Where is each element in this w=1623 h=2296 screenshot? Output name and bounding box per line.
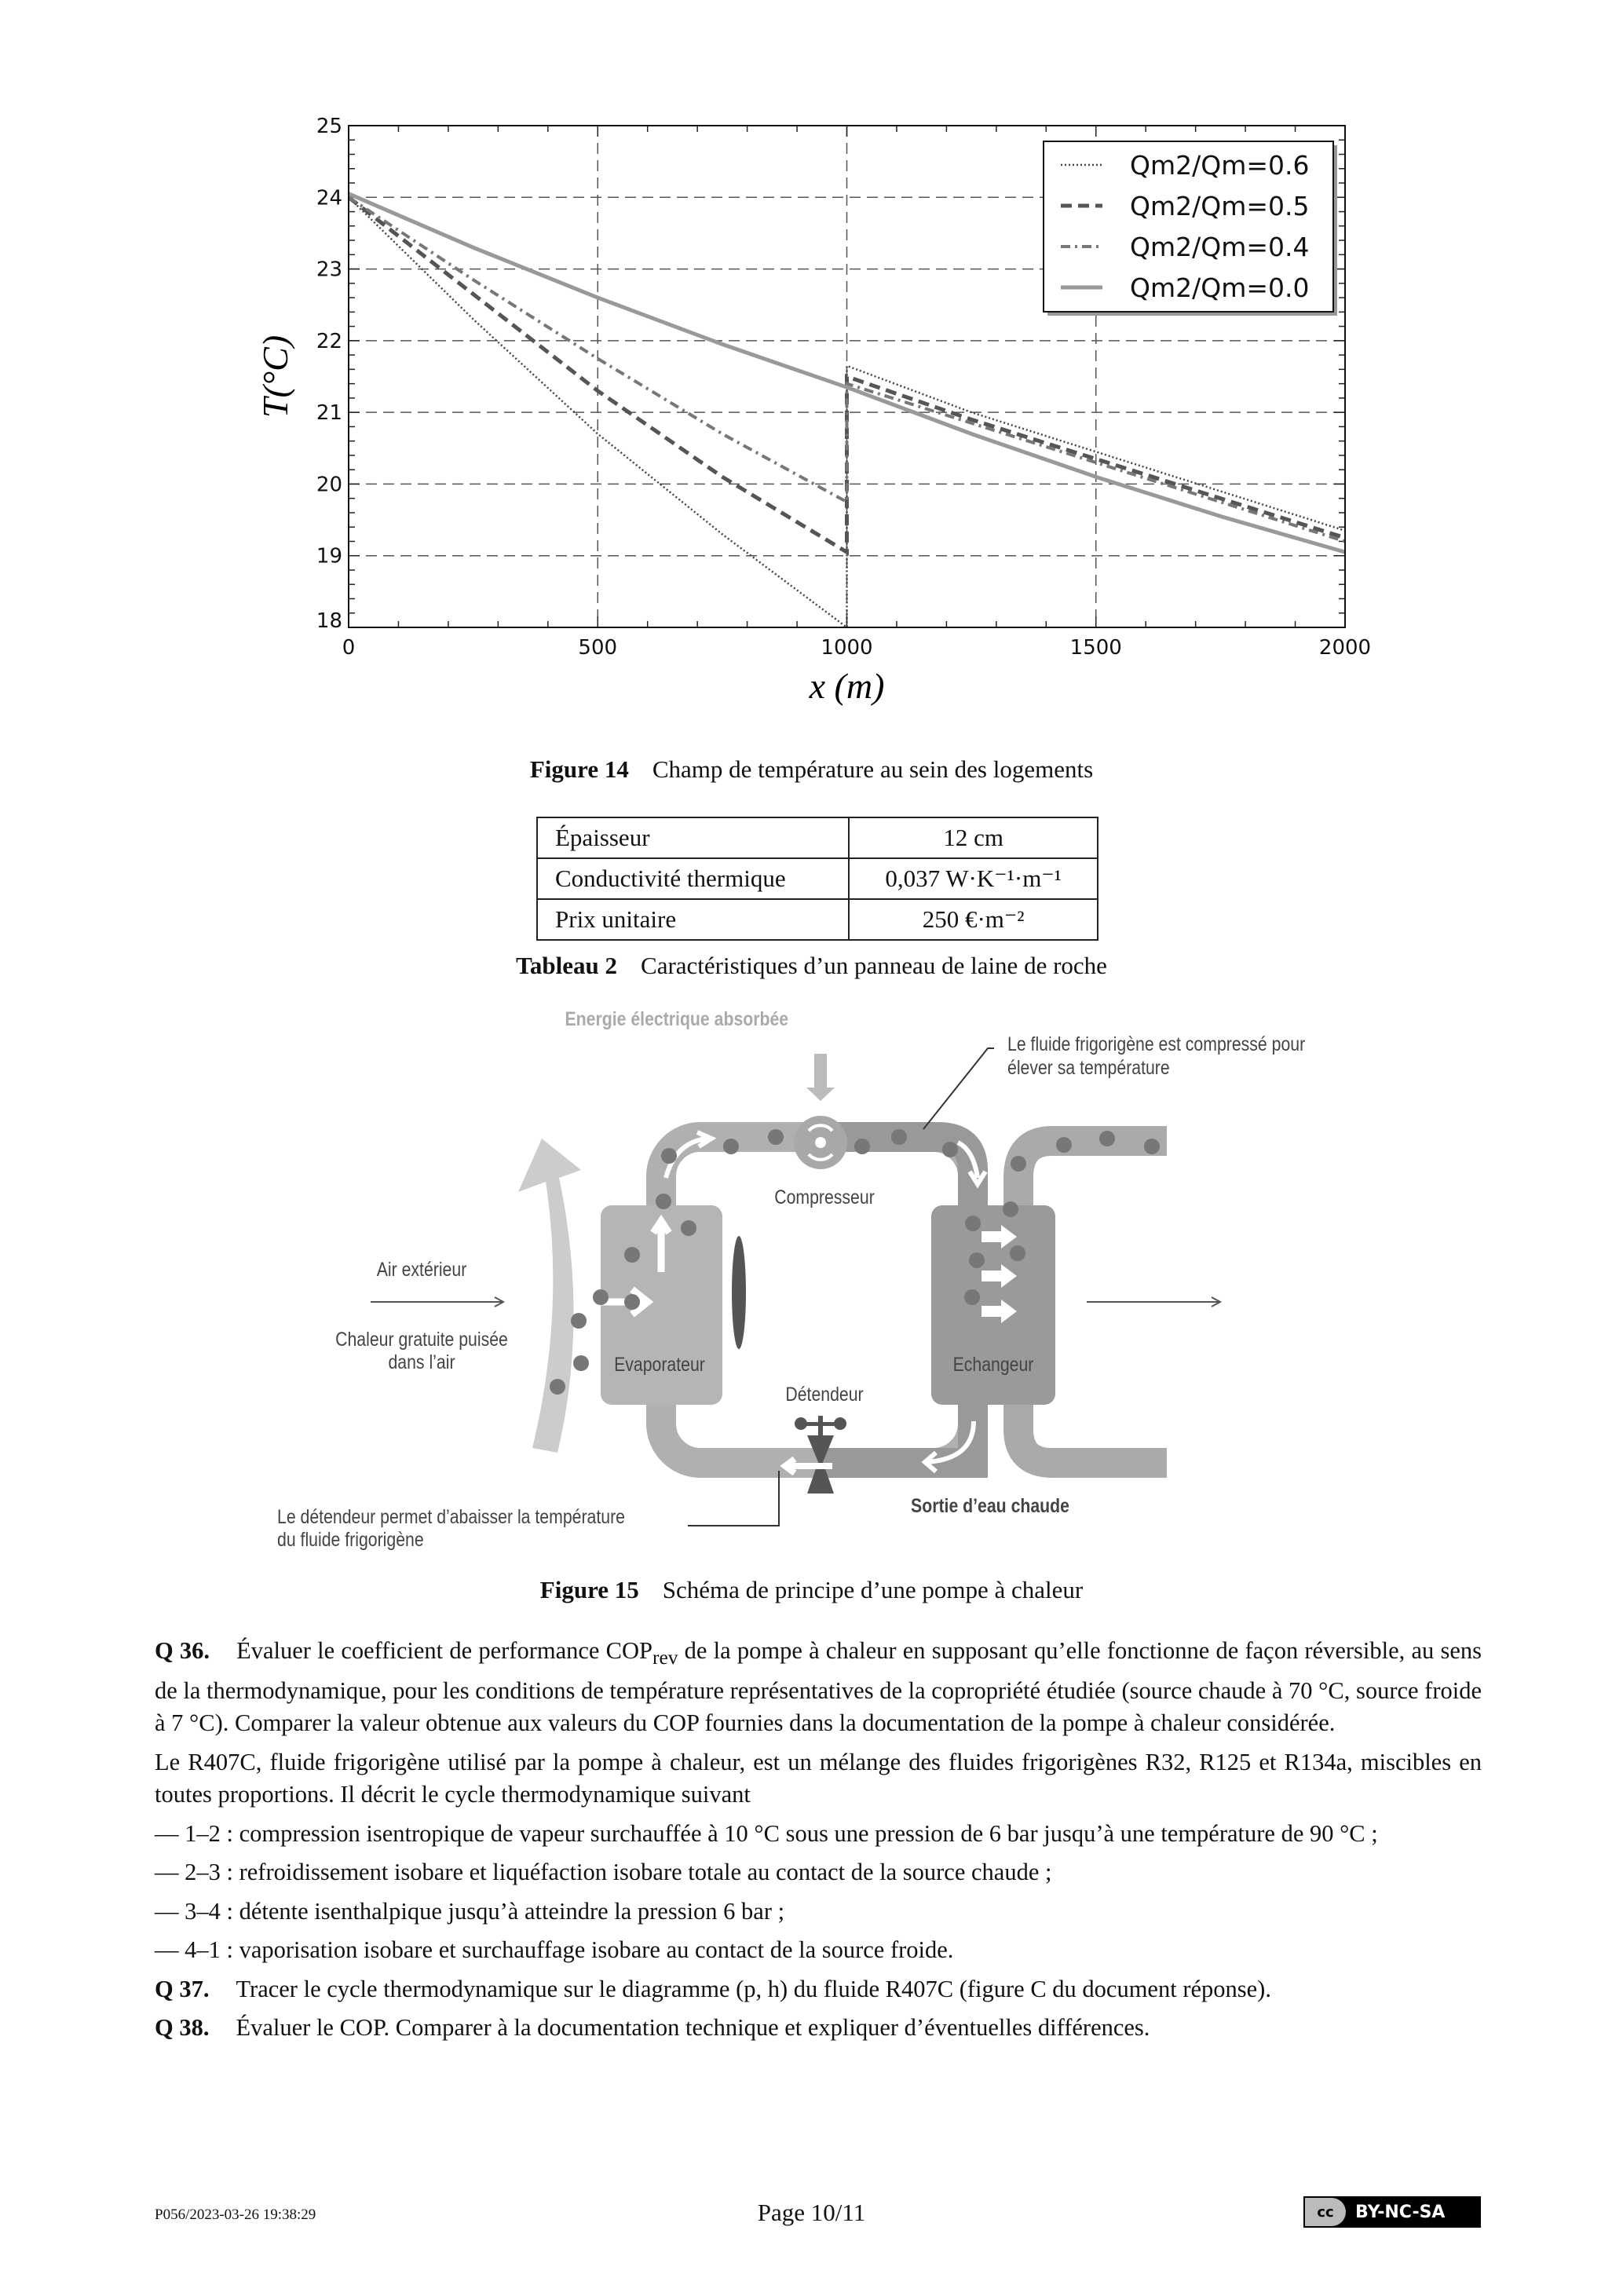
cycle-step: — 2–3 : refroidissement isobare et liquéfaction isobare totale au contact de la source chaude ;: [155, 1856, 1482, 1889]
free-heat-label-line1: Chaleur gratuite puisée: [335, 1329, 508, 1351]
hot-water-label: Sortie d’eau chaude: [911, 1495, 1069, 1517]
y-tick-label: 21: [316, 401, 342, 426]
table2-caption-text: Caractéristiques d’un panneau de laine de roche: [641, 952, 1107, 979]
legend-entry: Qm2/Qm=0.6: [1130, 150, 1310, 181]
energy-label: Energie électrique absorbée: [565, 1008, 789, 1030]
table-cell: 250 €·m⁻²: [849, 899, 1098, 940]
figure15-caption: [0, 1576, 1623, 1604]
table2-caption: [0, 952, 1623, 980]
compressed-label-line1: Le fluide frigorigène est compressé pour: [1007, 1033, 1306, 1055]
figure14-caption-text: Champ de température au sein des logements: [652, 755, 1094, 783]
questions-text: [155, 1635, 1482, 2051]
temperature-chart: [0, 0, 1623, 754]
y-tick-label: 19: [316, 544, 342, 569]
heat-pump-diagram: [236, 982, 1413, 1570]
figure14-label: Figure 14: [529, 755, 629, 783]
q37-text: Tracer le cycle thermodynamique sur le diagramme (p, h) du fluide R407C (figure C du document réponse).: [236, 1975, 1271, 2002]
y-tick-label: 23: [316, 258, 342, 282]
table-cell: 0,037 W·K⁻¹·m⁻¹: [849, 858, 1098, 899]
x-tick-label: 0: [342, 636, 356, 660]
y-tick-label: 18: [316, 609, 342, 633]
table-row: [537, 899, 1098, 940]
document-id: P056/2023-03-26 19:38:29: [155, 2206, 316, 2223]
table-cell: Prix unitaire: [537, 899, 849, 940]
license-text: BY-NC-SA: [1355, 2202, 1446, 2222]
compressor-label: Compresseur: [774, 1186, 875, 1208]
page-number: Page 10/11: [757, 2199, 866, 2226]
figure15-caption-text: Schéma de principe d’une pompe à chaleur: [662, 1576, 1084, 1603]
q38-label: Q 38.: [155, 2014, 210, 2042]
y-tick-label: 20: [316, 473, 342, 497]
rock-wool-table: [536, 817, 1098, 941]
table-cell: 12 cm: [849, 817, 1098, 858]
q36-label: Q 36.: [155, 1637, 210, 1664]
valve-note-line2: du fluide frigorigène: [277, 1529, 424, 1551]
q36-text-rest: de la pompe à chaleur en supposant qu’elle fonctionne de façon réversible, au sens de la thermodynamique, pour les conditions de température représentatives de la copropriété étudiée (source chaude à 70 °C, source froide à 7 °C). Comparer la valeur obtenue aux valeurs du COP fournies dans la documentation de la pompe à chaleur considérée.: [155, 1637, 1482, 1737]
air-flow-arrow: [518, 1139, 581, 1453]
figure15-label: Figure 15: [539, 1576, 639, 1603]
cycle-step: — 3–4 : détente isenthalpique jusqu’à atteindre la pression 6 bar ;: [155, 1896, 1482, 1929]
cycle-steps: [155, 1818, 1482, 1967]
energy-arrow-icon: [806, 1054, 835, 1101]
license-badge: [1303, 2196, 1481, 2228]
x-tick-label: 500: [578, 636, 618, 660]
table-row: [537, 817, 1098, 858]
x-tick-label: 2000: [1318, 636, 1372, 660]
air-in-arrow: [371, 1297, 503, 1307]
cycle-step: — 4–1 : vaporisation isobare et surchauffage isobare au contact de la source froide.: [155, 1934, 1482, 1967]
question-36: [155, 1635, 1482, 1740]
fan-icon: [732, 1236, 746, 1349]
y-tick-label: 24: [316, 186, 342, 210]
exchanger-label: Echangeur: [952, 1354, 1034, 1376]
y-tick-label: 25: [316, 115, 342, 138]
legend-entry: Qm2/Qm=0.4: [1130, 232, 1310, 262]
x-tick-label: 1500: [1069, 636, 1122, 660]
q37-label: Q 37.: [155, 1975, 210, 2002]
cc-icon: cc: [1305, 2198, 1346, 2226]
expansion-valve-label: Détendeur: [785, 1384, 864, 1406]
cycle-step: — 1–2 : compression isentropique de vapeur surchauffée à 10 °C sous une pression de 6 bar jusqu’à une température de 90 °C ;: [155, 1818, 1482, 1851]
evaporator-label: Evaporateur: [614, 1354, 705, 1376]
x-tick-label: 1000: [821, 636, 873, 660]
q36-text: Évaluer le coefficient de performance COP: [236, 1637, 652, 1664]
question-38: [155, 2012, 1482, 2045]
table-cell: Conductivité thermique: [537, 858, 849, 899]
legend-entry: Qm2/Qm=0.5: [1130, 191, 1310, 221]
table-row: [537, 858, 1098, 899]
x-axis-label: x (m): [809, 666, 885, 706]
water-out-arrow: [1087, 1297, 1220, 1307]
compressed-label-line2: élever sa température: [1007, 1057, 1170, 1079]
legend-entry: Qm2/Qm=0.0: [1130, 272, 1310, 303]
cycle-intro: Le R407C, fluide frigorigène utilisé par la pompe à chaleur, est un mélange des fluides frigorigènes R32, R125 et R134a, miscibles en toutes proportions. Il décrit le cycle thermodynamique suivant: [155, 1748, 1482, 1808]
free-heat-label-line2: dans l’air: [388, 1351, 455, 1373]
table-cell: Épaisseur: [537, 817, 849, 858]
valve-note-line1: Le détendeur permet d’abaisser la température: [277, 1506, 625, 1528]
y-axis-label: T(°C): [255, 335, 295, 419]
y-tick-label: 22: [316, 329, 342, 353]
table2-label: Tableau 2: [516, 952, 618, 979]
figure14-caption: [0, 755, 1623, 784]
question-37: [155, 1973, 1482, 2006]
q38-text: Évaluer le COP. Comparer à la documentation technique et expliquer d’éventuelles différences.: [236, 2014, 1150, 2042]
q36-subscript: rev: [652, 1647, 678, 1669]
outside-air-label: Air extérieur: [376, 1259, 467, 1281]
